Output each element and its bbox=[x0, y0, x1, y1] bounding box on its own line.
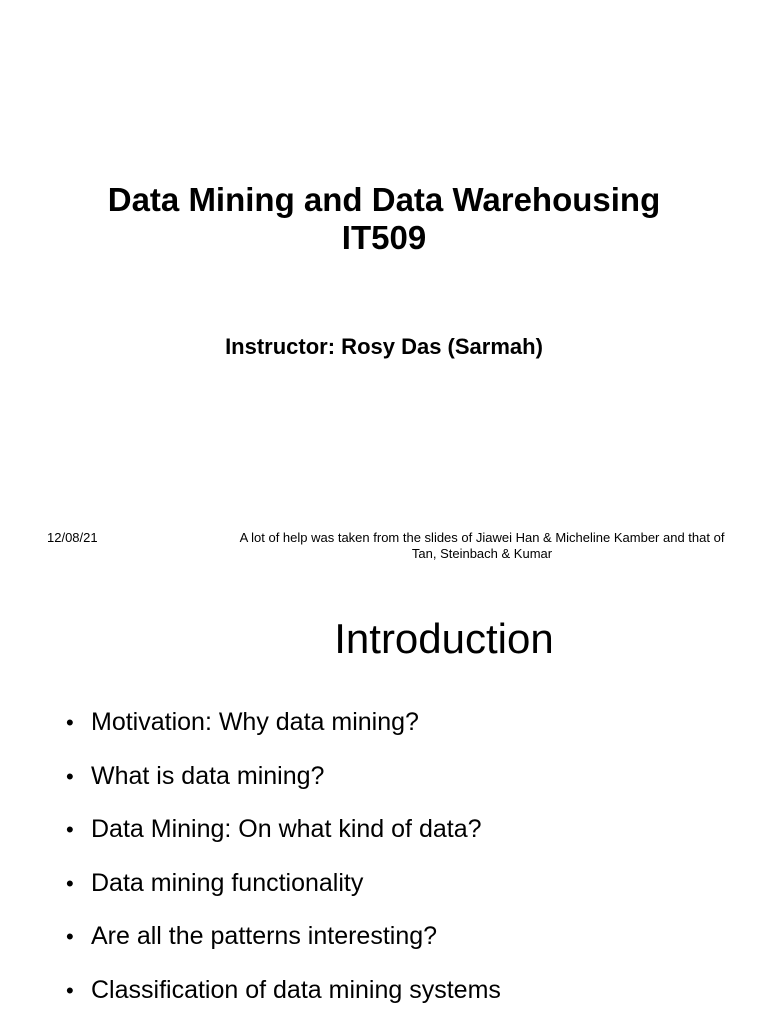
bullet-list bbox=[66, 700, 501, 1021]
bullet-item bbox=[66, 754, 501, 808]
bullet-text: What is data mining? bbox=[91, 761, 325, 790]
slide-footer-credit bbox=[196, 530, 768, 562]
introduction-slide bbox=[0, 576, 768, 1024]
bullet-icon: • bbox=[66, 817, 74, 842]
bullet-icon: • bbox=[66, 977, 74, 1003]
bullet-item bbox=[66, 914, 501, 968]
slide-footer-date: 12/08/21 bbox=[47, 530, 98, 545]
bullet-icon: • bbox=[66, 763, 74, 789]
slide-title: Introduction bbox=[334, 615, 554, 662]
slide-title bbox=[0, 181, 768, 257]
bullet-item bbox=[66, 968, 501, 1022]
bullet-text: Data mining functionality bbox=[91, 868, 364, 897]
bullet-item bbox=[66, 807, 501, 861]
instructor-line: Instructor: Rosy Das (Sarmah) bbox=[225, 334, 543, 359]
course-code: IT509 bbox=[341, 219, 427, 256]
bullet-icon: • bbox=[66, 924, 74, 949]
bullet-item bbox=[66, 700, 501, 754]
footer-credit-line: Tan, Steinbach & Kumar bbox=[411, 546, 553, 561]
bullet-text: Are all the patterns interesting? bbox=[91, 922, 438, 950]
bullet-icon: • bbox=[66, 710, 74, 735]
bullet-text: Data Mining: On what kind of data? bbox=[91, 815, 482, 843]
footer-credit-line: A lot of help was taken from the slides of Jiawei Han & Micheline Kamber and that of bbox=[239, 530, 725, 545]
bullet-icon: • bbox=[66, 870, 74, 896]
bullet-text: Classification of data mining systems bbox=[91, 975, 501, 1004]
bullet-text: Motivation: Why data mining? bbox=[91, 708, 419, 736]
bullet-item bbox=[66, 861, 501, 915]
course-title: Data Mining and Data Warehousing bbox=[107, 181, 661, 218]
